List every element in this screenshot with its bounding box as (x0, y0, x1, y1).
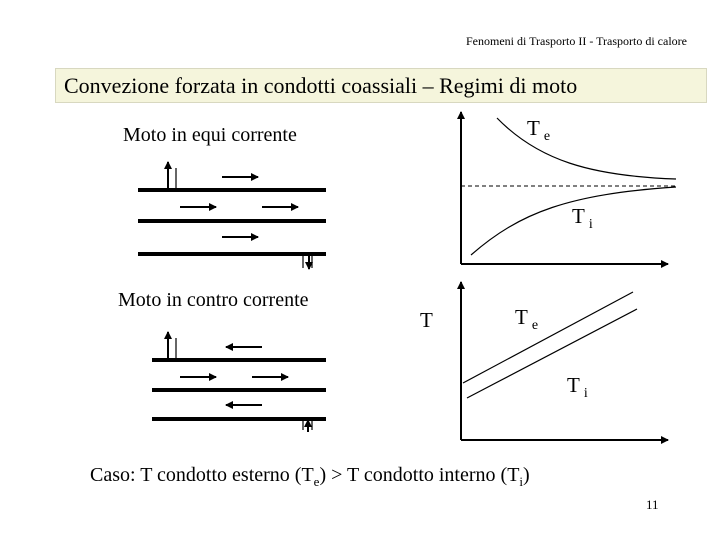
inlet-nozzle (168, 168, 176, 190)
cocurrent-te-label: $T_e$ (527, 116, 551, 145)
ti-curve (471, 187, 676, 255)
cocurrent-ti-label: $T_i$ (572, 204, 593, 233)
outlet-nozzle (303, 254, 312, 268)
te-curve (497, 118, 676, 179)
slide-title: Convezione forzata in condotti coassiali – Regimi di moto (64, 73, 578, 98)
countercurrent-graph (461, 282, 668, 440)
countercurrent-axis-label: T (420, 308, 437, 332)
countercurrent-ti-label: $T_i$ (567, 373, 588, 402)
cocurrent-label: Moto in equi corrente (123, 124, 297, 146)
page-number: 11 (646, 497, 659, 512)
cocurrent-graph (461, 112, 676, 264)
countercurrent-exchanger (152, 332, 326, 432)
caption: Caso: T condotto esterno $(T_e) > T$ condotto interno $(T_i)$ (90, 464, 530, 489)
countercurrent-te-label: $T_e$ (515, 305, 539, 334)
ti-line (467, 309, 637, 398)
outlet-nozzle (168, 338, 176, 360)
te-line (463, 292, 633, 383)
countercurrent-label: Moto in contro corrente (118, 289, 309, 311)
slide-header: Fenomeni di Trasporto II - Trasporto di calore (466, 34, 687, 48)
cocurrent-exchanger (138, 162, 326, 269)
